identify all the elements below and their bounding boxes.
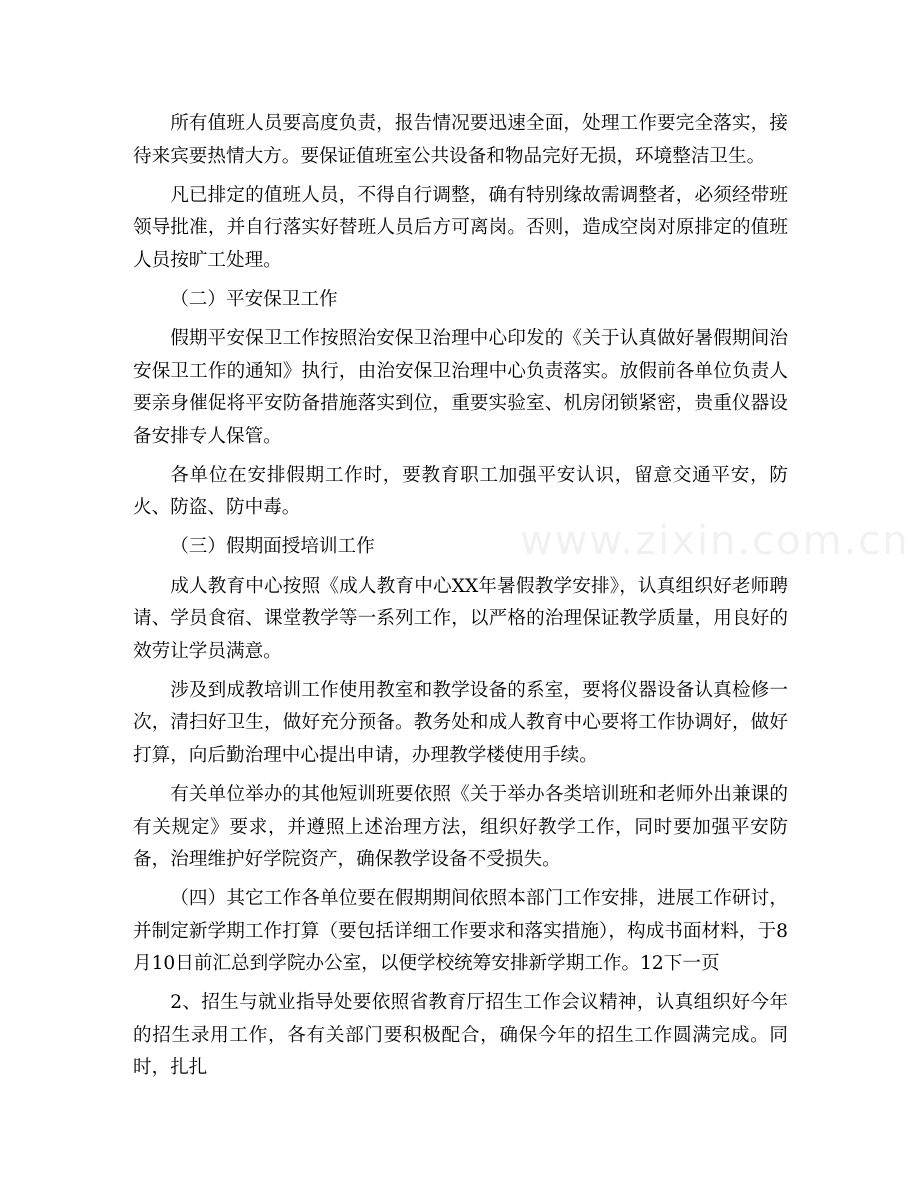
paragraph-safety-awareness: 各单位在安排假期工作时，要教育职工加强平安认识，留意交通平安，防火、防盗、防中毒。 [133, 464, 788, 519]
watermark: www.zixin.com.cn [520, 518, 910, 564]
paragraph-duty-schedule: 凡已排定的值班人员，不得自行调整，确有特别缘故需调整者，必须经带班领导批准，并自行落实好替班人员后方可离岗。否则，造成空岗对原排定的值班人员按旷工处理。 [133, 184, 788, 271]
paragraph-adult-education: 成人教育中心按照《成人教育中心XX年暑假教学安排》，认真组织好老师聘请、学员食宿、课堂教学等一系列工作，以严格的治理保证教学质量，用良好的效劳让学员满意。 [133, 575, 788, 662]
paragraph-duty-responsibility: 所有值班人员要高度负责，报告情况要迅速全面，处理工作要完全落实，接待来宾要热情大方。要保证值班室公共设备和物品完好无损，环境整洁卫生。 [133, 113, 788, 167]
paragraph-admissions: 2、招生与就业指导处要依照省教育厅招生工作会议精神，认真组织好今年的招生录用工作，各有关部门要积极配合，确保今年的招生工作圆满完成。同时，扎扎 [133, 992, 788, 1079]
paragraph-short-courses: 有关单位举办的其他短训班要依照《关于举办各类培训班和老师外出兼课的有关规定》要求，并遵照上述治理方法，组织好教学工作，同时要加强平安防备，治理维护好学院资产，确保教学设备不受损失。 [133, 784, 788, 870]
paragraph-classroom-equipment: 涉及到成教培训工作使用教室和教学设备的系室，要将仪器设备认真检修一次，清扫好卫生，做好充分预备。教务处和成人教育中心要将工作协调好，做好打算，向后勤治理中心提出申请，办理教学楼使用手续。 [133, 679, 788, 766]
section-heading-security: （二）平安保卫工作 [170, 288, 338, 310]
document-body [133, 108, 788, 1092]
paragraph-other-work: （四）其它工作各单位要在假期期间依照本部门工作安排，进展工作研讨，并制定新学期工作打算（要包括详细工作要求和落实措施），构成书面材料，于8月10日前汇总到学院办公室，以便学校统筹安排新学期工作。12下一页 [133, 888, 788, 975]
paragraph-security-work: 假期平安保卫工作按照治安保卫治理中心印发的《关于认真做好暑假期间治安保卫工作的通知》执行，由治安保卫治理中心负责落实。放假前各单位负责人要亲身催促将平安防备措施落实到位，重要实验室、机房闭锁紧密，贵重仪器设备安排专人保管。 [133, 328, 788, 447]
section-heading-training: （三）假期面授培训工作 [170, 536, 375, 558]
